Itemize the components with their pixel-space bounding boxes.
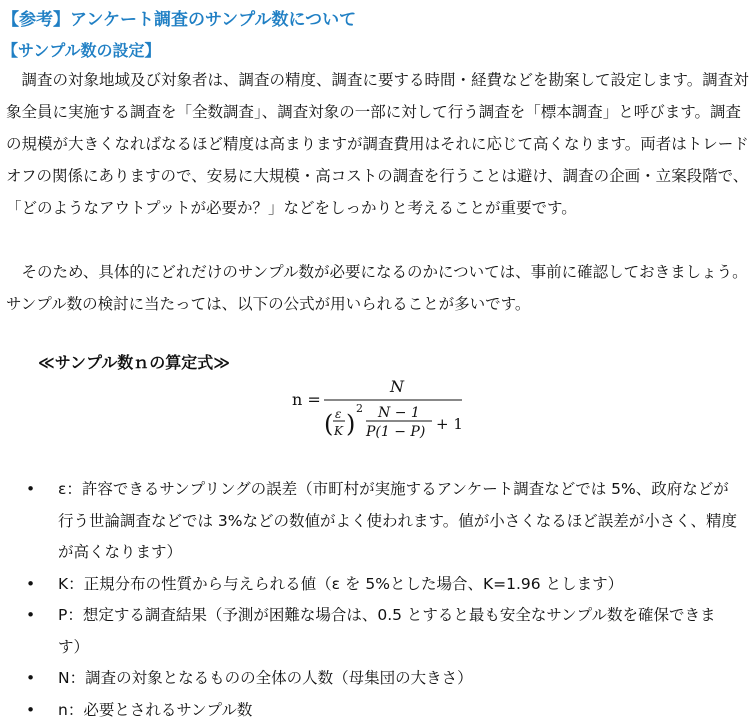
paren-right: ) — [346, 410, 356, 438]
definition-text: ε：許容できるサンプリングの誤差（市町村が実施するアンケート調査などでは 5%、政府などが行う世論調査などでは 3%などの数値がよく使われます。値が小さくなるほど誤差が小さく、精度が高くなります） — [58, 480, 737, 561]
definition-text: N：調査の対象となるものの全体の人数（母集団の大きさ） — [58, 669, 473, 687]
bullet: • — [26, 606, 36, 624]
definition-list — [0, 474, 754, 726]
formula-lhs: n = — [292, 390, 321, 409]
definition-epsilon — [0, 474, 754, 569]
paragraph-sample-size: そのため、具体的にどれだけのサンプル数が必要になるのかについては、事前に確認しておきましょう。サンプル数の検討に当たっては、以下の公式が用いられることが多いです。 — [6, 263, 748, 313]
formula-square: 2 — [356, 402, 363, 415]
sample-size-formula — [290, 372, 490, 442]
paragraph-survey-design: 調査の対象地域及び対象者は、調査の精度、調査に要する時間・経費などを勘案して設定します。調査対象全員に実施する調査を「全数調査」、調査対象の一部に対して行う調査を「標本調査」と呼びます。調査の規模が大きくなればなるほど精度は高まりますが調査費用はそれに応じて高くなります。両者はトレードオフの関係にありますので、安易に大規模・高コストの調査を行うことは避け、調査の企画・立案段階で、「どのようなアウトプットが必要か？」などをしっかりと考えることが重要です。 — [6, 71, 749, 217]
definition-p — [0, 600, 754, 663]
formula-heading: ≪サンプル数ｎの算定式≫ — [38, 353, 231, 372]
paren-left: ( — [324, 410, 334, 438]
bullet: • — [26, 700, 36, 719]
bullet: • — [26, 574, 36, 593]
formula-inner-denominator: P(1 − P) — [366, 424, 426, 440]
formula-epsilon: ε — [335, 407, 342, 421]
bullet: • — [26, 480, 36, 498]
formula-plus-one: + 1 — [436, 415, 463, 433]
definition-text: n：必要とされるサンプル数 — [58, 700, 253, 719]
definition-n-population — [0, 663, 754, 695]
section-heading: 【サンプル数の設定】 — [2, 41, 161, 60]
formula-numerator: N — [390, 377, 404, 396]
definition-k — [0, 569, 754, 601]
formula-inner-numerator: N − 1 — [378, 405, 420, 421]
page-title: 【参考】アンケート調査のサンプル数について — [2, 10, 357, 30]
definition-n-sample — [0, 695, 754, 726]
definition-text: K：正規分布の性質から与えられる値（ε を 5%とした場合、K=1.96 とします） — [58, 574, 624, 593]
definition-text: P：想定する調査結果（予測が困難な場合は、0.5 とすると最も安全なサンプル数を確保できます） — [58, 606, 716, 656]
bullet: • — [26, 669, 36, 687]
formula-k: K — [334, 424, 343, 438]
